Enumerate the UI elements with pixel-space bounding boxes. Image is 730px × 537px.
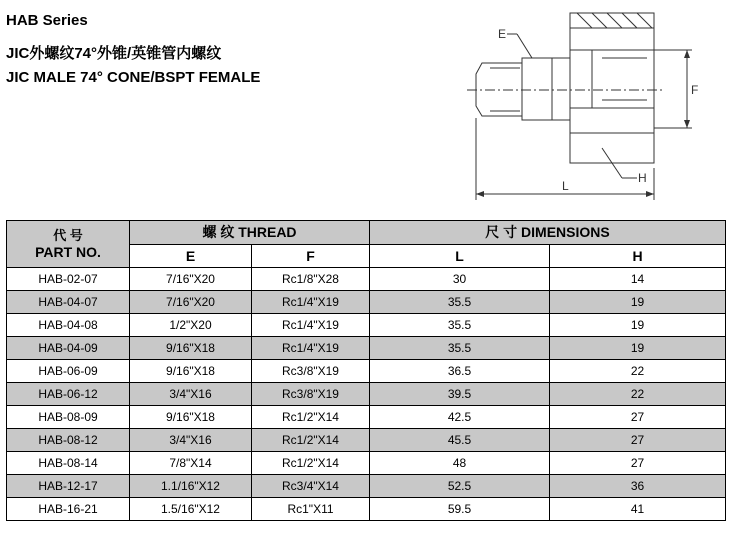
cell-part: HAB-16-21 — [7, 498, 130, 521]
chinese-subtitle: JIC外螺纹74°外锥/英锥管内螺纹 — [6, 45, 222, 62]
label-e: E — [498, 27, 507, 41]
series-title: HAB Series — [6, 12, 88, 29]
cell-h: 41 — [550, 498, 726, 521]
table-row — [7, 475, 726, 498]
cell-l: 39.5 — [370, 383, 550, 406]
cell-h: 27 — [550, 406, 726, 429]
cell-h: 19 — [550, 291, 726, 314]
cell-h: 36 — [550, 475, 726, 498]
label-h: H — [638, 171, 647, 185]
table-row — [7, 429, 726, 452]
cell-part: HAB-08-09 — [7, 406, 130, 429]
cell-l: 36.5 — [370, 360, 550, 383]
cell-l: 35.5 — [370, 314, 550, 337]
cell-f: Rc1/4"X19 — [252, 291, 370, 314]
cell-e: 7/8"X14 — [130, 452, 252, 475]
cell-f: Rc1/4"X19 — [252, 337, 370, 360]
cell-e: 7/16"X20 — [130, 291, 252, 314]
cell-l: 35.5 — [370, 337, 550, 360]
cell-e: 9/16"X18 — [130, 406, 252, 429]
cell-e: 3/4"X16 — [130, 429, 252, 452]
col-e-header: E — [130, 244, 252, 268]
label-l: L — [562, 179, 569, 193]
cell-l: 30 — [370, 268, 550, 291]
table-row — [7, 291, 726, 314]
cell-part: HAB-06-12 — [7, 383, 130, 406]
cell-part: HAB-04-07 — [7, 291, 130, 314]
cell-f: Rc1/2"X14 — [252, 452, 370, 475]
cell-part: HAB-12-17 — [7, 475, 130, 498]
table-row — [7, 337, 726, 360]
table-row — [7, 498, 726, 521]
cell-h: 19 — [550, 337, 726, 360]
cell-e: 9/16"X18 — [130, 337, 252, 360]
cell-e: 9/16"X18 — [130, 360, 252, 383]
cell-part: HAB-02-07 — [7, 268, 130, 291]
cell-e: 1.5/16"X12 — [130, 498, 252, 521]
cell-part: HAB-08-12 — [7, 429, 130, 452]
cell-l: 48 — [370, 452, 550, 475]
cell-f: Rc1"X11 — [252, 498, 370, 521]
part-no-header-en: PART NO. — [35, 244, 101, 260]
cell-part: HAB-04-09 — [7, 337, 130, 360]
table-row — [7, 406, 726, 429]
cell-f: Rc1/2"X14 — [252, 406, 370, 429]
cell-e: 3/4"X16 — [130, 383, 252, 406]
table-row — [7, 268, 726, 291]
cell-f: Rc3/8"X19 — [252, 383, 370, 406]
col-h-header: H — [550, 244, 726, 268]
part-no-header — [7, 221, 130, 268]
cell-part: HAB-06-09 — [7, 360, 130, 383]
col-l-header: L — [370, 244, 550, 268]
cell-h: 22 — [550, 360, 726, 383]
cell-l: 52.5 — [370, 475, 550, 498]
table-row — [7, 383, 726, 406]
table-row — [7, 452, 726, 475]
cell-part: HAB-04-08 — [7, 314, 130, 337]
table-row — [7, 360, 726, 383]
cell-l: 45.5 — [370, 429, 550, 452]
fitting-technical-drawing — [462, 8, 724, 208]
col-f-header: F — [252, 244, 370, 268]
cell-h: 27 — [550, 452, 726, 475]
cell-e: 1/2"X20 — [130, 314, 252, 337]
cell-l: 59.5 — [370, 498, 550, 521]
cell-l: 35.5 — [370, 291, 550, 314]
cell-e: 7/16"X20 — [130, 268, 252, 291]
cell-f: Rc3/8"X19 — [252, 360, 370, 383]
cell-f: Rc1/2"X14 — [252, 429, 370, 452]
cell-e: 1.1/16"X12 — [130, 475, 252, 498]
table-row — [7, 314, 726, 337]
part-no-header-cn: 代 号 — [53, 228, 83, 243]
cell-h: 19 — [550, 314, 726, 337]
cell-h: 27 — [550, 429, 726, 452]
cell-f: Rc3/4"X14 — [252, 475, 370, 498]
thread-header: 螺 纹 THREAD — [130, 221, 370, 245]
dimensions-header: 尺 寸 DIMENSIONS — [370, 221, 726, 245]
cell-l: 42.5 — [370, 406, 550, 429]
english-subtitle: JIC MALE 74° CONE/BSPT FEMALE — [6, 69, 261, 86]
cell-f: Rc1/8"X28 — [252, 268, 370, 291]
table-body — [7, 268, 726, 521]
cell-h: 22 — [550, 383, 726, 406]
cell-f: Rc1/4"X19 — [252, 314, 370, 337]
dimensions-table — [6, 220, 726, 521]
label-f: F — [691, 83, 699, 97]
cell-h: 14 — [550, 268, 726, 291]
cell-part: HAB-08-14 — [7, 452, 130, 475]
